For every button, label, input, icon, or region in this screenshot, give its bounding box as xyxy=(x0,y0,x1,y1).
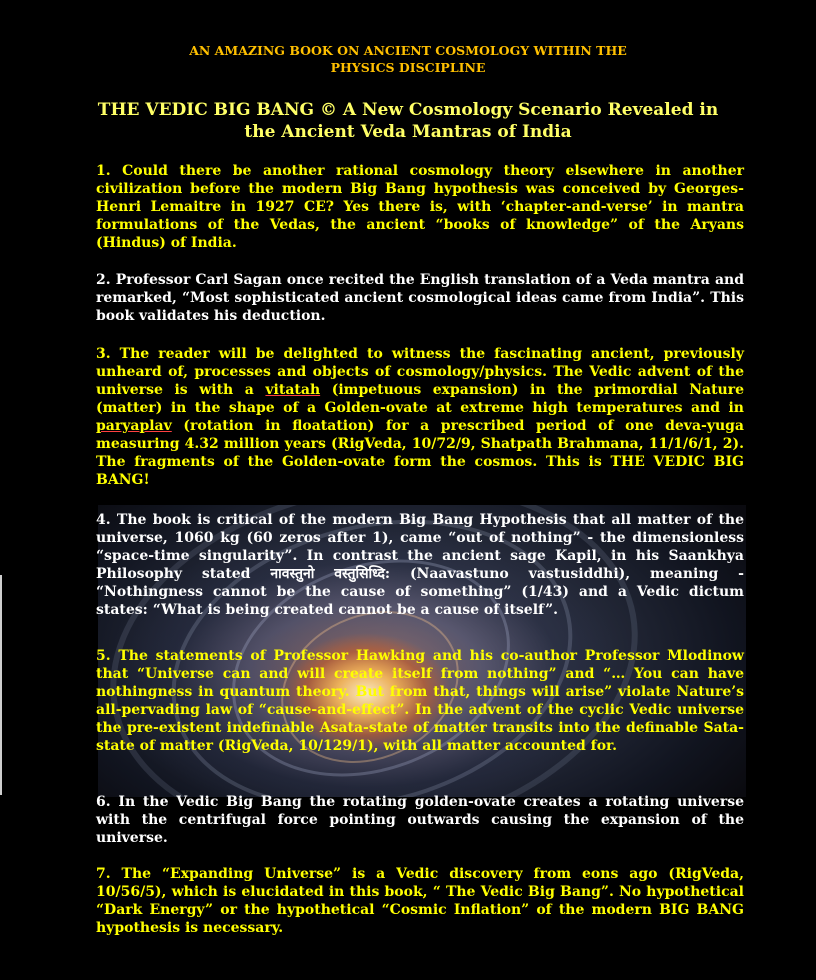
paragraph-6: 6. In the Vedic Big Bang the rotating golden-ovate creates a rotating universe with the centrifugal force pointing outwards causing the expansion of the universe. xyxy=(96,794,744,846)
paragraph-4: 4. The book is critical of the modern Big Bang Hypothesis that all matter of the universe, 1060 kg (60 zeros after 1), came “out of nothing” - the dimensionless “space-time singularity”. In contrast the ancient sage Kapil, in his Saankhya Philosophy stated नावस्तुनो वस्तुसिध्दि: (Naavastuno vastusiddhi), meaning - “Nothingness cannot be the cause of something” (1/43) and a Vedic dictum states: “What is being created cannot be a cause of itself”. xyxy=(96,512,744,618)
book-title xyxy=(0,99,816,143)
left-edge-line xyxy=(0,575,2,795)
paragraph-1: 1. Could there be another rational cosmology theory elsewhere in another civilization before the modern Big Bang hypothesis was conceived by Georges-Henri Lemaitre in 1927 CE? Yes there is, with ‘chapter-and-verse’ in mantra formulations of the Vedas, the ancient “books of knowledge” of the Aryans (Hindus) of India. xyxy=(96,163,744,251)
title-line-2: the Ancient Veda Mantras of India xyxy=(244,122,572,142)
paragraph-3-part-b: (impetuous expansion) in the primordial Nature (matter) in the shape of a Golden-ovate at extreme high temperatures and in xyxy=(96,382,744,416)
term-paryaplav: paryaplav xyxy=(96,418,172,434)
paragraph-3 xyxy=(96,345,744,489)
book-subtitle xyxy=(0,42,816,76)
paragraph-5: 5. The statements of Professor Hawking and his co-author Professor Mlodinow that “Universe can and will create itself from nothing” and “… You can have nothingness in quantum theory. But from that, things will arise” violate Nature’s all-pervading law of “cause-and-effect”. In the advent of the cyclic Vedic universe the pre-existent indefinable Asata-state of matter transits into the definable Sata-state of matter (RigVeda, 10/129/1), with all matter accounted for. xyxy=(96,648,744,754)
term-vitatah: vitatah xyxy=(265,382,321,398)
title-line-1: THE VEDIC BIG BANG © A New Cosmology Scenario Revealed in xyxy=(97,100,719,120)
paragraph-3-part-c: (rotation in floatation) for a prescribed period of one deva-yuga measuring 4.32 million years (RigVeda, 10/72/9, Shatpath Brahmana, 11/1/6/1, 2). The fragments of the Golden-ovate form the cosmos. This is THE VEDIC BIG BANG! xyxy=(96,418,744,488)
paragraph-7: 7. The “Expanding Universe” is a Vedic discovery from eons ago (RigVeda, 10/56/5), which is elucidated in this book, “ The Vedic Big Bang”. No hypothetical “Dark Energy” or the hypothetical “Cosmic Inflation” of the modern BIG BANG hypothesis is necessary. xyxy=(96,866,744,936)
subtitle-line-1: AN AMAZING BOOK ON ANCIENT COSMOLOGY WITHIN THE xyxy=(189,43,627,58)
subtitle-line-2: PHYSICS DISCIPLINE xyxy=(330,60,486,75)
paragraph-3-part-a: 3. The reader will be delighted to witness the fascinating ancient, previously unheard of, processes and objects of cosmology/physics. The Vedic advent of the universe is with a xyxy=(96,346,744,398)
paragraph-2: 2. Professor Carl Sagan once recited the English translation of a Veda mantra and remarked, “Most sophisticated ancient cosmological ideas came from India”. This book validates his deduction. xyxy=(96,272,744,324)
